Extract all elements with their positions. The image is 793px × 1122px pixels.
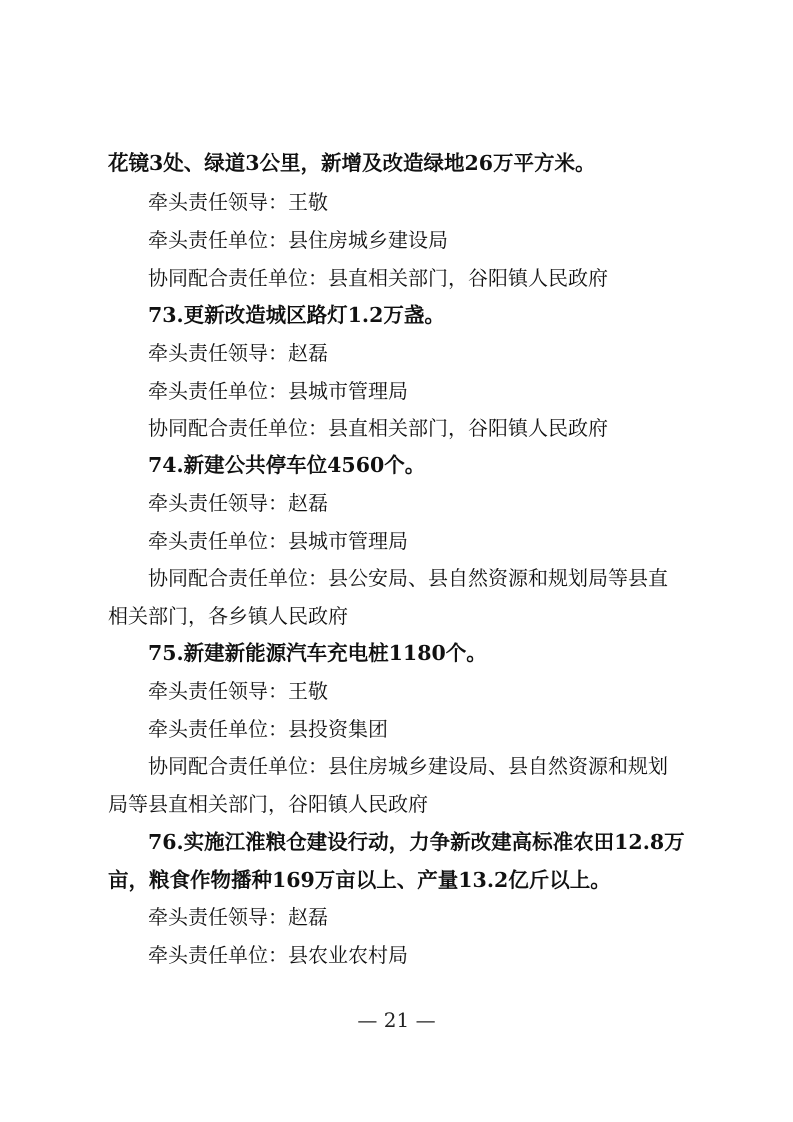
lead-leader-73: 牵头责任领导：赵磊 xyxy=(148,341,328,365)
item-76-heading-line1: 76.实施江淮粮仓建设行动，力争新改建高标准农田12.8万 xyxy=(148,830,685,854)
lead-unit-75: 牵头责任单位：县投资集团 xyxy=(148,717,388,741)
coop-unit-74-line1: 协同配合责任单位：县公安局、县自然资源和规划局等县直 xyxy=(148,566,668,590)
lead-unit-73: 牵头责任单位：县城市管理局 xyxy=(148,379,408,403)
coop-unit-74-line2: 相关部门，各乡镇人民政府 xyxy=(108,604,348,628)
lead-unit-72: 牵头责任单位：县住房城乡建设局 xyxy=(148,228,448,252)
coop-unit-75-line2: 局等县直相关部门，谷阳镇人民政府 xyxy=(108,792,428,816)
lead-unit-74: 牵头责任单位：县城市管理局 xyxy=(148,529,408,553)
coop-unit-75-line1: 协同配合责任单位：县住房城乡建设局、县自然资源和规划 xyxy=(148,754,668,778)
page-number: — 21 — xyxy=(357,1008,436,1032)
coop-unit-73: 协同配合责任单位：县直相关部门，谷阳镇人民政府 xyxy=(148,416,608,440)
lead-leader-76: 牵头责任领导：赵磊 xyxy=(148,905,328,929)
lead-leader-75: 牵头责任领导：王敬 xyxy=(148,679,328,703)
lead-leader-72: 牵头责任领导：王敬 xyxy=(148,190,328,214)
item-76-heading-line2: 亩，粮食作物播种169万亩以上、产量13.2亿斤以上。 xyxy=(108,868,611,892)
item-73-heading: 73.更新改造城区路灯1.2万盏。 xyxy=(148,303,445,327)
lead-leader-74: 牵头责任领导：赵磊 xyxy=(148,491,328,515)
lead-unit-76: 牵头责任单位：县农业农村局 xyxy=(148,943,408,967)
item-75-heading: 75.新建新能源汽车充电桩1180个。 xyxy=(148,641,487,665)
item-74-heading: 74.新建公共停车位4560个。 xyxy=(148,453,426,477)
coop-unit-72: 协同配合责任单位：县直相关部门，谷阳镇人民政府 xyxy=(148,266,608,290)
item-72-continuation: 花镜3处、绿道3公里，新增及改造绿地26万平方米。 xyxy=(108,151,596,175)
